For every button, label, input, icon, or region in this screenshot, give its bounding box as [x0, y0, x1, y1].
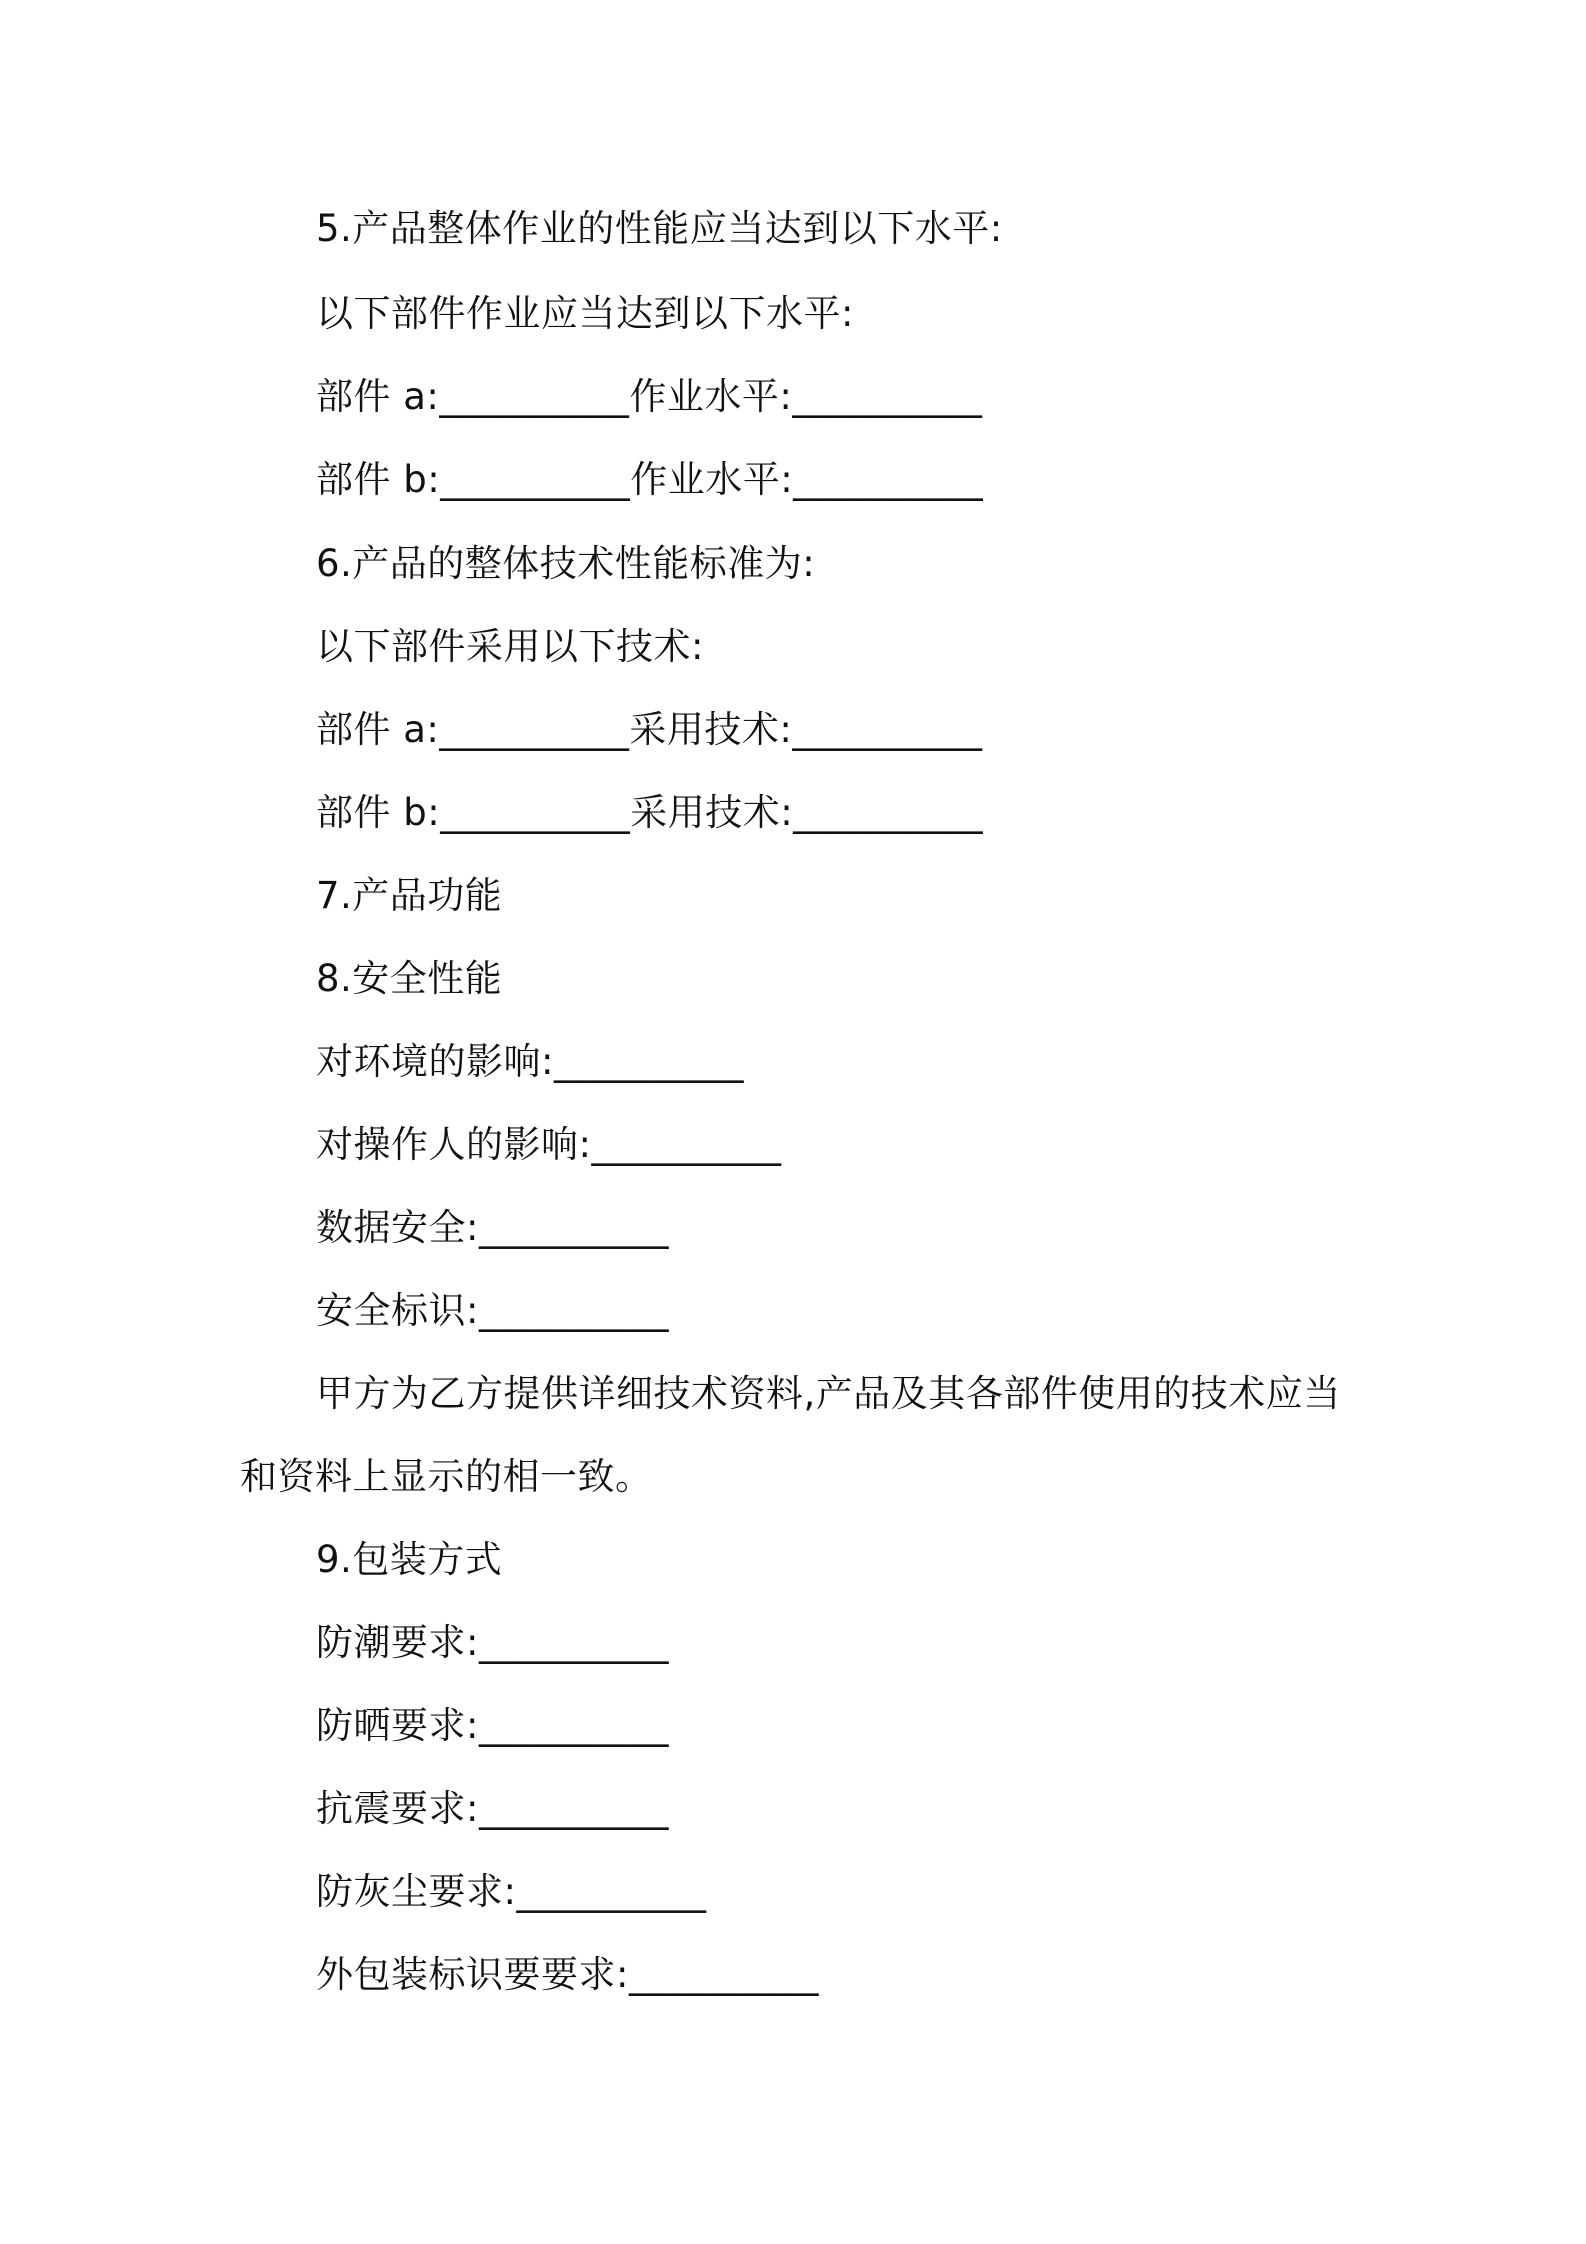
- component-technology-intro: 以下部件采用以下技术:: [316, 625, 704, 668]
- dustproof-line: 防灰尘要求:__________: [316, 1870, 707, 1913]
- shockproof-line: 抗震要求:__________: [316, 1787, 669, 1830]
- component-a-performance-line: 部件 a:__________作业水平:__________: [316, 375, 983, 418]
- technical-materials-paragraph-line-1: 甲方为乙方提供详细技术资料,产品及其各部件使用的技术应当: [316, 1372, 1341, 1415]
- sun-proof-line: 防晒要求:__________: [316, 1704, 669, 1747]
- moisture-proof-line: 防潮要求:__________: [316, 1621, 669, 1664]
- operator-impact-line: 对操作人的影响:__________: [316, 1123, 782, 1166]
- component-performance-intro: 以下部件作业应当达到以下水平:: [316, 292, 854, 335]
- section-5-heading: 5.产品整体作业的性能应当达到以下水平:: [316, 207, 1003, 250]
- component-a-technology-line: 部件 a:__________采用技术:__________: [316, 708, 983, 751]
- section-6-heading: 6.产品的整体技术性能标准为:: [316, 542, 816, 585]
- component-b-performance-line: 部件 b:__________作业水平:__________: [316, 458, 984, 501]
- component-b-technology-line: 部件 b:__________采用技术:__________: [316, 791, 984, 834]
- outer-packaging-marking-line: 外包装标识要要求:__________: [316, 1953, 819, 1996]
- section-9-heading: 9.包装方式: [316, 1538, 503, 1581]
- technical-materials-paragraph-line-2: 和资料上显示的相一致。: [240, 1455, 653, 1498]
- section-7-heading: 7.产品功能: [316, 874, 503, 917]
- data-security-line: 数据安全:__________: [316, 1206, 669, 1249]
- section-8-heading: 8.安全性能: [316, 957, 503, 1000]
- environment-impact-line: 对环境的影响:__________: [316, 1040, 744, 1083]
- safety-marking-line: 安全标识:__________: [316, 1289, 669, 1332]
